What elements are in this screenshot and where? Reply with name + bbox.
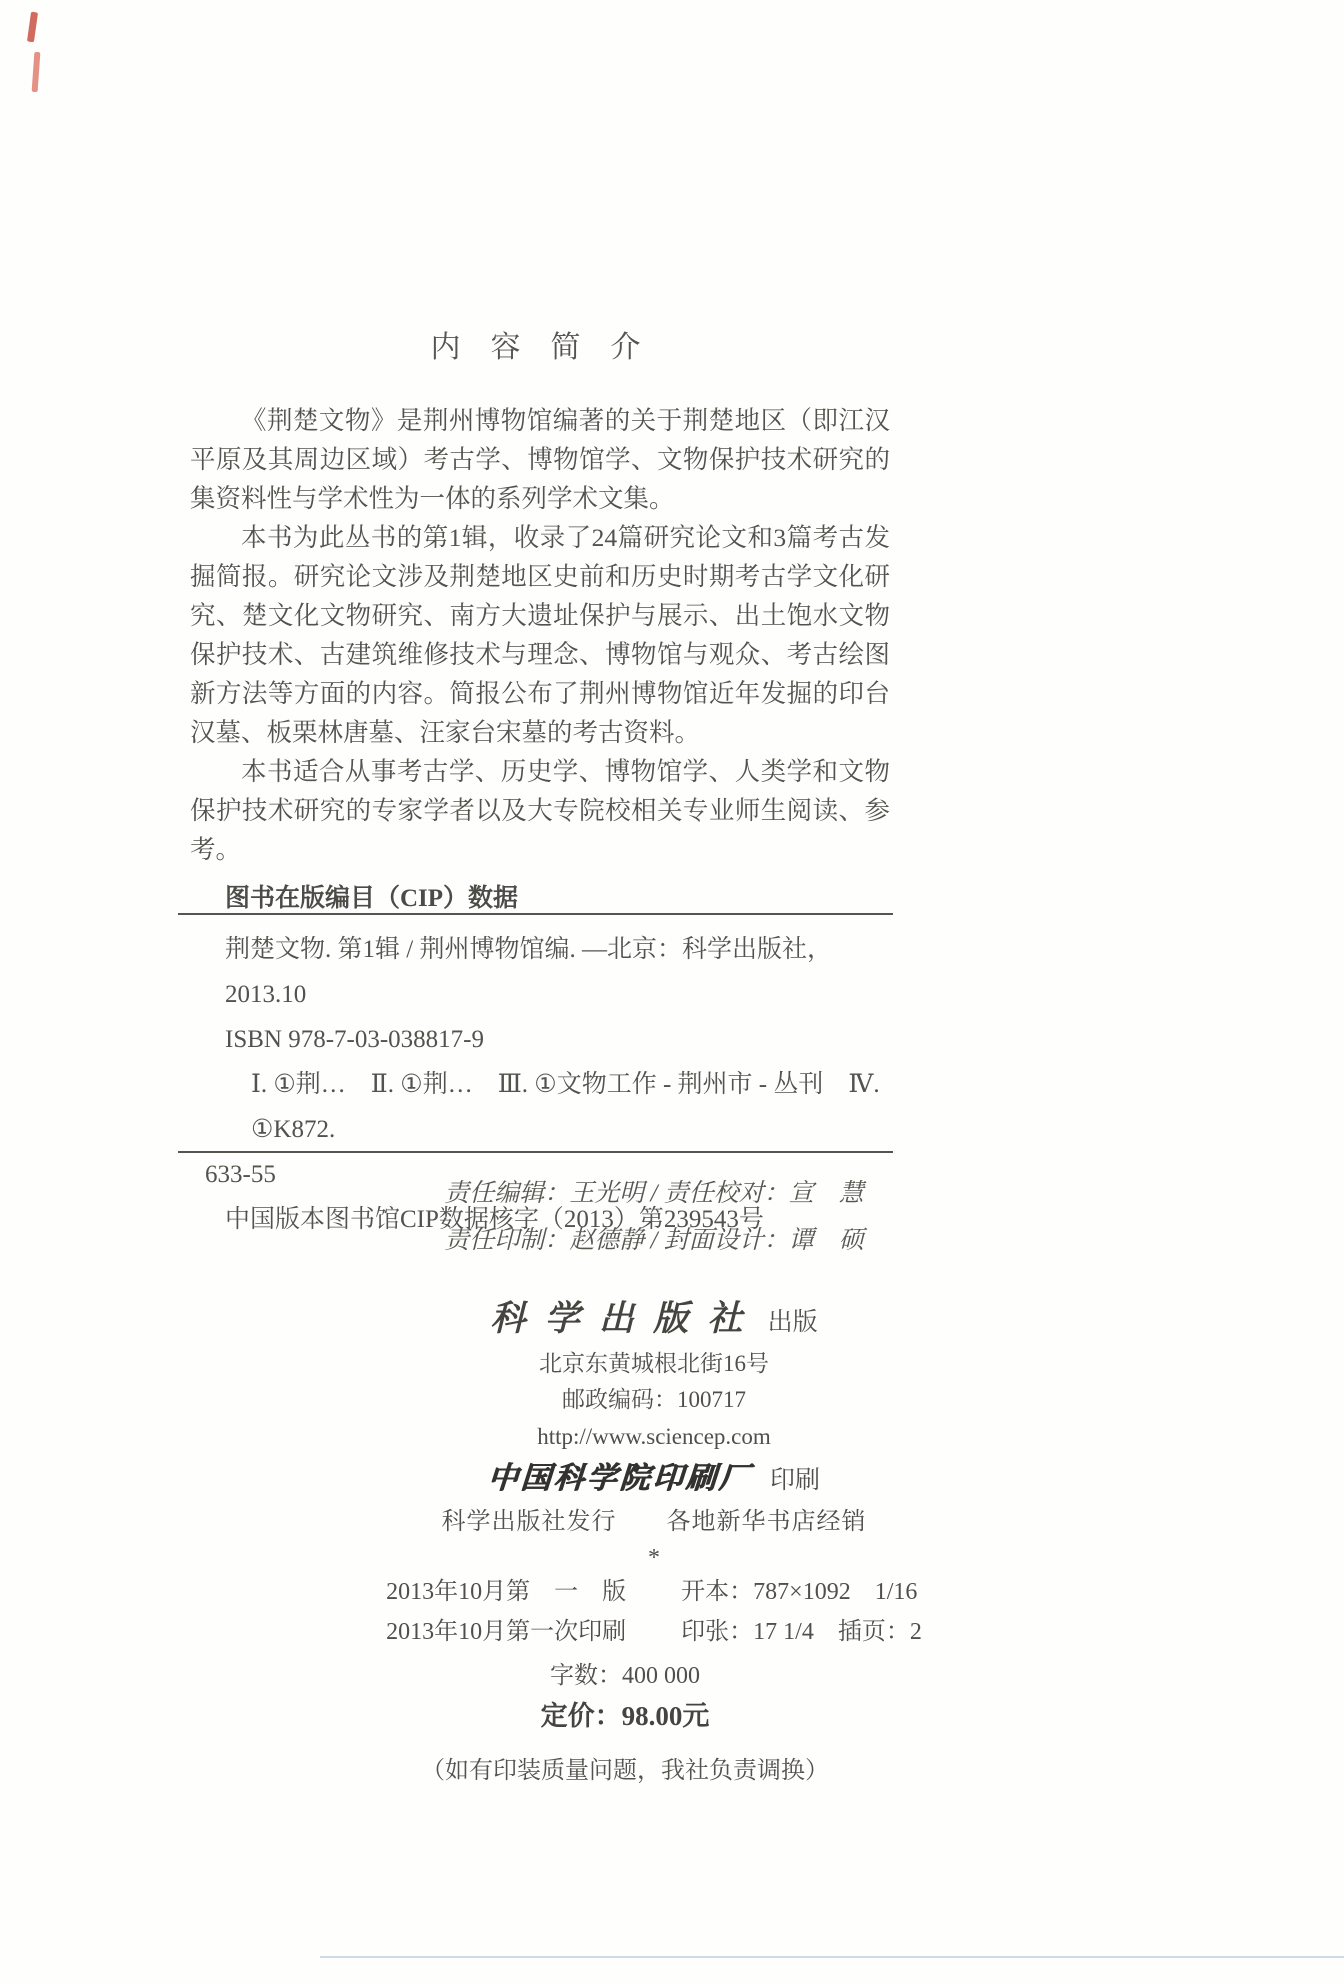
printing-cover-design-line: 责任印制：赵德静 / 封面设计：谭 硕 [444, 1227, 864, 1254]
cip-classification-line: Ⅰ. ①荆… Ⅱ. ①荆… Ⅲ. ①文物工作 - 荆州市 - 丛刊 Ⅳ. ①K872. [251, 1071, 880, 1143]
distribution-line: 科学出版社发行 各地新华书店经销 [441, 1509, 867, 1535]
divider-line [178, 913, 893, 915]
divider-line [178, 1151, 893, 1153]
editor-proofreader-line: 责任编辑：王光明 / 责任校对：宣 慧 [444, 1180, 864, 1207]
printer-suffix: 印刷 [769, 1467, 820, 1494]
word-count: 字数：400 000 [550, 1663, 700, 1689]
scan-artifact-red-mark [32, 52, 41, 92]
publisher-section [0, 1292, 1308, 1574]
format-size: 开本：787×1092 1/16 [681, 1579, 918, 1605]
page-title: 内 容 简 介 [430, 331, 641, 364]
publisher-logo-suffix: 出版 [767, 1309, 818, 1336]
price: 定价：98.00元 [540, 1701, 710, 1731]
summary-paragraph: 本书适合从事考古学、历史学、博物馆学、人类学和文物保护技术研究的专家学者以及大专院校相关专业师生阅读、参考。 [190, 757, 890, 864]
publisher-logo-line [0, 1292, 1308, 1346]
summary-paragraph: 本书为此丛书的第1辑，收录了24篇研究论文和3篇考古发掘简报。研究论文涉及荆楚地区史前和历史时期考古学文化研究、楚文化文物研究、南方大遗址保护与展示、出土饱水文物保护技术、古建筑维修技术与理念、博物馆与观众、考古绘图新方法等方面的内容。简报公布了荆州博物馆近年发掘的印台汉墓、板栗林唐墓、汪家台宋墓的考古资料。 [190, 523, 890, 747]
publisher-address: 北京东黄城根北街16号 [539, 1351, 769, 1376]
separator-asterisk: * [648, 1545, 660, 1571]
edition-date: 2013年10月第 一 版 [386, 1579, 627, 1605]
staff-credits-section [0, 1170, 1308, 1264]
printing-date: 2013年10月第一次印刷 [386, 1619, 627, 1645]
cip-classification-continuation: 633-55 [205, 1161, 276, 1188]
cip-record-number-line: 中国版本图书馆CIP数据核字（2013）第239543号 [225, 1206, 764, 1233]
content-summary-section [190, 401, 890, 869]
printer-logo-calligraphy: 中国科学院印刷厂 [486, 1462, 754, 1495]
cip-catalog-line: 荆楚文物. 第1辑 / 荆州博物馆编. —北京：科学出版社，2013.10 [225, 936, 832, 1008]
publisher-logo-calligraphy: 科学出版社 [490, 1299, 762, 1338]
edition-info-section [0, 1576, 1308, 1649]
scan-artifact-blue-edge [320, 1956, 1344, 1958]
publisher-url: http://www.sciencep.com [537, 1424, 771, 1449]
summary-paragraph: 《荆楚文物》是荆州博物馆编著的关于荆楚地区（即江汉平原及其周边区域）考古学、博物馆学、文物保护技术研究的集资料性与学术性为一体的系列学术文集。 [190, 406, 890, 513]
printer-line [0, 1456, 1308, 1502]
quality-exchange-notice: （如有印装质量问题，我社负责调换） [421, 1758, 829, 1784]
sheets-inserts: 印张：17 1/4 插页：2 [681, 1619, 922, 1645]
isbn-line: ISBN 978-7-03-038817-9 [225, 1026, 485, 1053]
scan-artifact-red-mark [27, 12, 38, 43]
cip-section-header: 图书在版编目（CIP）数据 [225, 885, 519, 912]
publisher-postcode: 邮政编码：100717 [562, 1387, 746, 1412]
